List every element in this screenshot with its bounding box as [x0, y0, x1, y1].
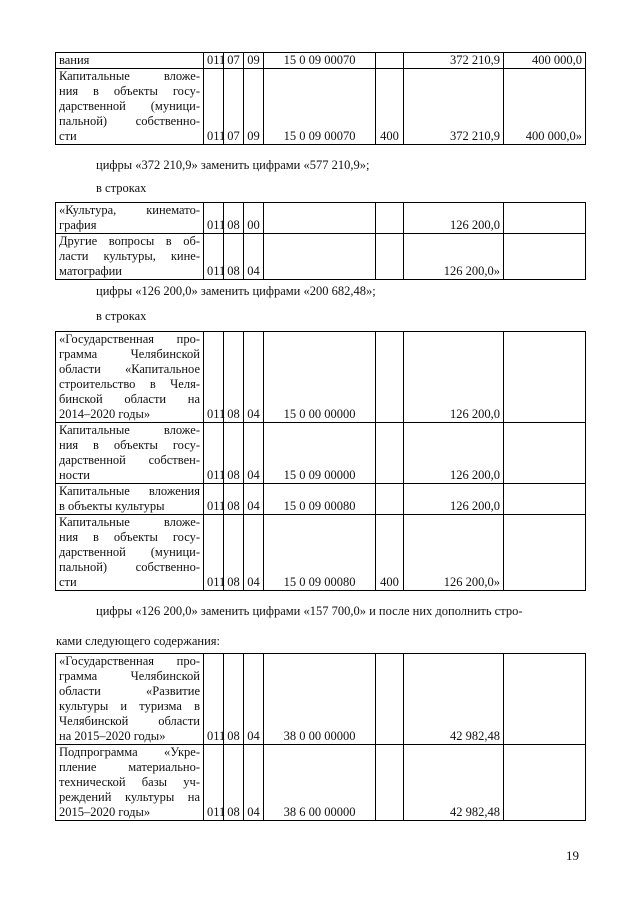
- cell-target-article: [264, 203, 376, 234]
- row-name: [56, 423, 204, 484]
- row-name: [56, 515, 204, 591]
- cell-ministry-code: 011: [204, 484, 224, 515]
- row-name: [56, 69, 204, 145]
- cell-amount-2: [504, 203, 586, 234]
- row-name-line: Капитальные вложения: [59, 484, 200, 498]
- table-row: [56, 654, 586, 745]
- row-name-line: грамма Челябинской: [59, 347, 200, 361]
- cell-expense-type: [376, 745, 404, 821]
- row-name-line: Капитальные вложе-: [59, 69, 200, 83]
- cell-target-article: 38 6 00 00000: [264, 745, 376, 821]
- cell-ministry-code: 011: [204, 515, 224, 591]
- cell-expense-type: 400: [376, 515, 404, 591]
- cell-ministry-code: 011: [204, 654, 224, 745]
- cell-amount-1: 126 200,0: [404, 203, 504, 234]
- cell-subsection-code: 04: [244, 234, 264, 280]
- cell-subsection-code: 00: [244, 203, 264, 234]
- cell-amount-1: 126 200,0: [404, 332, 504, 423]
- row-name-line: Капитальные вложе-: [59, 423, 200, 437]
- cell-ministry-code: 011: [204, 745, 224, 821]
- cell-expense-type: [376, 484, 404, 515]
- cell-subsection-code: 09: [244, 69, 264, 145]
- table-row: [56, 745, 586, 821]
- table-row: [56, 203, 586, 234]
- table-row: [56, 484, 586, 515]
- row-name-line: технической базы уч-: [59, 775, 200, 789]
- row-name: [56, 234, 204, 280]
- row-name: [56, 203, 204, 234]
- cell-subsection-code: 04: [244, 654, 264, 745]
- cell-section-code: 08: [224, 745, 244, 821]
- row-name-line: «Культура, кинемато-: [59, 203, 200, 217]
- row-name: [56, 654, 204, 745]
- row-name-line: Другие вопросы в об-: [59, 234, 200, 248]
- paragraph-in-rows-2: в строках: [96, 309, 147, 323]
- table-row: [56, 332, 586, 423]
- cell-target-article: 38 0 00 00000: [264, 654, 376, 745]
- cell-expense-type: [376, 654, 404, 745]
- cell-target-article: 15 0 09 00070: [264, 69, 376, 145]
- row-name-line: пальной) собственно-: [59, 560, 200, 574]
- row-name-line: пальной) собственно-: [59, 114, 200, 128]
- row-name-line: культуры и туризма в: [59, 699, 200, 713]
- cell-ministry-code: 011: [204, 69, 224, 145]
- cell-amount-1: 126 200,0»: [404, 234, 504, 280]
- row-name-line: дарственной (муници-: [59, 545, 200, 559]
- row-name: [56, 745, 204, 821]
- cell-expense-type: 400: [376, 69, 404, 145]
- row-name-line: графия: [59, 218, 97, 232]
- cell-expense-type: [376, 234, 404, 280]
- row-name-line: строительство в Челя-: [59, 377, 200, 391]
- cell-amount-2: 400 000,0»: [504, 69, 586, 145]
- row-name-line: ласти культуры, кине-: [59, 249, 200, 263]
- cell-target-article: 15 0 09 00070: [264, 53, 376, 69]
- paragraph-replace-3a: цифры «126 200,0» заменить цифрами «157 700,0» и после них дополнить стро-: [96, 604, 523, 618]
- row-name-line: Челябинской области: [59, 714, 200, 728]
- page-number: 19: [566, 848, 579, 863]
- row-name-line: сти: [59, 129, 77, 143]
- row-name-line: ности: [59, 468, 90, 482]
- cell-ministry-code: 011: [204, 423, 224, 484]
- budget-table-3: [55, 331, 586, 591]
- cell-amount-2: 400 000,0: [504, 53, 586, 69]
- row-name-line: дарственной собствен-: [59, 453, 200, 467]
- row-name: [56, 332, 204, 423]
- row-name: [56, 484, 204, 515]
- row-name-line: Капитальные вложе-: [59, 515, 200, 529]
- row-name-line: бинской области на: [59, 392, 200, 406]
- cell-subsection-code: 04: [244, 745, 264, 821]
- cell-subsection-code: 09: [244, 53, 264, 69]
- budget-table-1: [55, 52, 586, 145]
- cell-amount-2: [504, 745, 586, 821]
- row-name-line: сти: [59, 575, 77, 589]
- row-name-line: реждений культуры на: [59, 790, 200, 804]
- row-name-line: в объекты культуры: [59, 499, 165, 513]
- table-row: [56, 515, 586, 591]
- cell-subsection-code: 04: [244, 515, 264, 591]
- cell-target-article: 15 0 09 00000: [264, 423, 376, 484]
- row-name-line: вания: [59, 53, 90, 67]
- row-name-line: Подпрограмма «Укре-: [59, 745, 200, 759]
- cell-expense-type: [376, 203, 404, 234]
- row-name: [56, 53, 204, 69]
- row-name-line: ния в объекты госу-: [59, 84, 200, 98]
- cell-amount-1: 42 982,48: [404, 745, 504, 821]
- cell-amount-1: 372 210,9: [404, 53, 504, 69]
- cell-section-code: 07: [224, 69, 244, 145]
- cell-expense-type: [376, 423, 404, 484]
- row-name-line: грамма Челябинской: [59, 669, 200, 683]
- cell-amount-1: 126 200,0»: [404, 515, 504, 591]
- cell-amount-1: 126 200,0: [404, 423, 504, 484]
- table-row: [56, 423, 586, 484]
- row-name-line: области «Развитие: [59, 684, 200, 698]
- cell-amount-2: [504, 423, 586, 484]
- row-name-line: 2015–2020 годы»: [59, 805, 151, 819]
- cell-ministry-code: 011: [204, 332, 224, 423]
- budget-table-4: [55, 653, 586, 821]
- cell-target-article: 15 0 09 00080: [264, 484, 376, 515]
- cell-section-code: 08: [224, 203, 244, 234]
- budget-table-2: [55, 202, 586, 280]
- cell-target-article: [264, 234, 376, 280]
- paragraph-replace-1: цифры «372 210,9» заменить цифрами «577 210,9»;: [96, 158, 370, 172]
- cell-amount-2: [504, 654, 586, 745]
- cell-section-code: 08: [224, 484, 244, 515]
- table-row: [56, 234, 586, 280]
- cell-expense-type: [376, 53, 404, 69]
- paragraph-replace-2: цифры «126 200,0» заменить цифрами «200 682,48»;: [96, 284, 376, 298]
- cell-section-code: 08: [224, 654, 244, 745]
- row-name-line: пление материально-: [59, 760, 200, 774]
- cell-expense-type: [376, 332, 404, 423]
- cell-ministry-code: 011: [204, 234, 224, 280]
- cell-amount-2: [504, 234, 586, 280]
- paragraph-replace-3b: ками следующего содержания:: [56, 634, 221, 648]
- row-name-line: «Государственная про-: [59, 654, 200, 668]
- cell-section-code: 08: [224, 332, 244, 423]
- cell-amount-1: 126 200,0: [404, 484, 504, 515]
- cell-amount-2: [504, 484, 586, 515]
- cell-section-code: 08: [224, 234, 244, 280]
- row-name-line: ния в объекты госу-: [59, 438, 200, 452]
- row-name-line: области «Капитальное: [59, 362, 200, 376]
- row-name-line: дарственной (муници-: [59, 99, 200, 113]
- cell-amount-2: [504, 332, 586, 423]
- paragraph-in-rows-1: в строках: [96, 181, 147, 195]
- cell-section-code: 07: [224, 53, 244, 69]
- row-name-line: на 2015–2020 годы»: [59, 729, 166, 743]
- cell-section-code: 08: [224, 515, 244, 591]
- table-row: [56, 69, 586, 145]
- row-name-line: ния в объекты госу-: [59, 530, 200, 544]
- row-name-line: «Государственная про-: [59, 332, 200, 346]
- cell-subsection-code: 04: [244, 484, 264, 515]
- cell-subsection-code: 04: [244, 423, 264, 484]
- cell-section-code: 08: [224, 423, 244, 484]
- cell-subsection-code: 04: [244, 332, 264, 423]
- row-name-line: 2014–2020 годы»: [59, 407, 151, 421]
- cell-amount-2: [504, 515, 586, 591]
- table-row: [56, 53, 586, 69]
- cell-amount-1: 372 210,9: [404, 69, 504, 145]
- cell-ministry-code: 011: [204, 53, 224, 69]
- row-name-line: матографии: [59, 264, 123, 278]
- cell-amount-1: 42 982,48: [404, 654, 504, 745]
- cell-target-article: 15 0 00 00000: [264, 332, 376, 423]
- cell-target-article: 15 0 09 00080: [264, 515, 376, 591]
- cell-ministry-code: 011: [204, 203, 224, 234]
